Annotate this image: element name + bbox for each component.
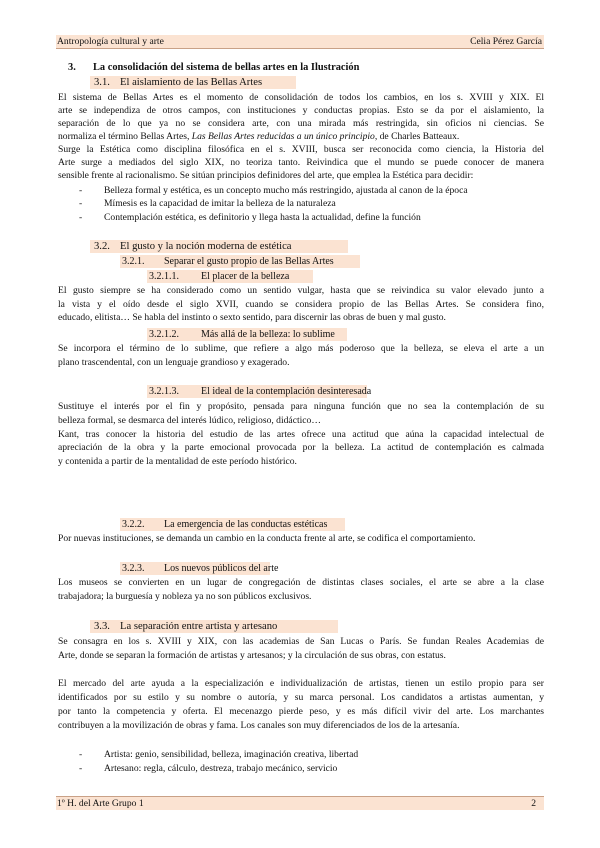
heading-title: Separar el gusto propio de las Bellas Artes — [164, 256, 334, 267]
header-course: Antropología cultural y arte — [57, 36, 164, 47]
paragraph-line: trabajadora; la burguesía y nobleza ya no son públicos exclusivos. — [58, 591, 312, 602]
section-3-3-heading — [90, 620, 338, 633]
heading-title: Los nuevos públicos del arte — [164, 563, 279, 574]
list-item: Mímesis es la capacidad de imitar la belleza de la naturaleza — [104, 198, 336, 209]
paragraph-line: El mercado del arte ayuda a la especialización e individualización de artistas, tienen un estilo propio para ser — [58, 678, 544, 689]
paragraph-line: Kant, tras conocer la historia del estudio de las artes ofrece una actitud que aúna la capacidad intelectual de — [58, 429, 544, 440]
paragraph-line: educado, elitista… Se habla del instinto o sexto sentido, para discernir las obras de buen y mal gusto. — [58, 312, 446, 323]
bullet-dash: - — [79, 198, 83, 209]
section-3-number: 3. — [68, 62, 76, 73]
heading-number: 3.2.2. — [122, 519, 145, 530]
heading-number: 3.2.1.2. — [149, 329, 179, 340]
paragraph-line: arte se independiza de otros campos, con instituciones y conductas propias. Esto se da por el aislamiento, la — [58, 105, 544, 116]
section-3-2-heading — [90, 240, 348, 253]
heading-number: 3.2.1.1. — [149, 271, 179, 282]
paragraph-line: separación de lo que ya no se considera arte, con una mirada más restringida, sin oficios ni ciencias. Se — [58, 118, 544, 129]
heading-number: 3.2.1.3. — [149, 386, 179, 397]
section-3-2-3-heading — [120, 562, 279, 575]
paragraph-line: Se consagra en los s. XVIII y XIX, con las academias de San Lucas o París. Se fundan Reales Academias de — [58, 636, 544, 647]
heading-title: Más allá de la belleza: lo sublime — [201, 329, 335, 340]
paragraph-line: El sistema de Bellas Artes es el momento de consolidación de todos los cambios, en los s. XVIII y XIX. El — [58, 92, 544, 103]
list-item: Contemplación estética, es definitorio y llega hasta la actualidad, define la función — [104, 212, 421, 223]
footer-group: 1º H. del Arte Grupo 1 — [57, 798, 144, 809]
paragraph-line: Los museos se convierten en un lugar de congregación de distintas clases sociales, el arte se abre a la clase — [58, 577, 544, 588]
paragraph-line: sensible frente al racionalismo. Se sitúan principios definidores del arte, que emplea la Estética para decidir: — [58, 170, 474, 181]
list-item: Artista: genio, sensibilidad, belleza, imaginación creativa, libertad — [104, 749, 359, 760]
page-header — [56, 35, 544, 49]
paragraph-line: apreciación de la obra y la parte emocional provocada por la belleza. La actitud de contemplación es calmada — [58, 442, 544, 453]
bullet-dash: - — [79, 763, 83, 774]
section-3-2-1-3-heading — [147, 385, 372, 398]
bullet-dash: - — [79, 212, 83, 223]
heading-title: El gusto y la noción moderna de estética — [120, 241, 292, 252]
heading-number: 3.3. — [94, 621, 110, 632]
section-3-2-1-1-heading — [147, 270, 313, 283]
section-3-1-heading — [90, 76, 296, 89]
section-3-2-1-2-heading — [147, 328, 347, 341]
heading-title: El ideal de la contemplación desinteresada — [201, 386, 372, 397]
section-3-title: La consolidación del sistema de bellas artes en la Ilustración — [93, 62, 360, 73]
heading-title: La emergencia de las conductas estéticas — [164, 519, 328, 530]
bullet-dash: - — [79, 749, 83, 760]
page-footer — [56, 796, 544, 810]
paragraph-line: normaliza el término Bellas Artes, Las Bellas Artes reducidas a un único principio, de Charles Batteaux. — [58, 131, 460, 142]
paragraph-line: Por nuevas instituciones, se demanda un cambio en la conducta frente al arte, se codifica el comportamiento. — [58, 533, 476, 544]
bullet-dash: - — [79, 185, 83, 196]
section-3-2-1-heading — [120, 255, 360, 268]
heading-title: El aislamiento de las Bellas Artes — [120, 77, 263, 88]
paragraph-line: plano trascendental, con un lenguaje grandioso y exagerado. — [58, 357, 290, 368]
paragraph-line: identificados por su estilo y su nombre o autoría, y su marca personal. Los candidatos a artistas aumentan, y — [58, 692, 544, 703]
paragraph-line: Arte, donde se separan la formación de artistas y artesanos; y la circulación de sus obras, con estatus. — [58, 650, 446, 661]
paragraph-line: por tanto la competencia y oferta. El mecenazgo pierde peso, y es más difícil vivir del arte. Los marchantes — [58, 706, 544, 717]
heading-title: El placer de la belleza — [201, 271, 290, 282]
paragraph-line: Se incorpora el término de lo sublime, que refiere a algo más poderoso que la belleza, se eleva el arte a un — [58, 343, 544, 354]
heading-number: 3.2. — [94, 241, 110, 252]
section-3-2-2-heading — [120, 518, 345, 531]
paragraph-line: Arte surge a mediados del siglo XIX, no teoriza tanto. Reivindica que el mundo se puede conocer de manera — [58, 157, 544, 168]
page-number: 2 — [531, 798, 536, 809]
paragraph-line: Surge la Estética como disciplina filosófica en el s. XVIII, busca ser reconocida como ciencia, la Historia del — [58, 144, 544, 155]
list-item: Artesano: regla, cálculo, destreza, trabajo mecánico, servicio — [104, 763, 338, 774]
heading-title: La separación entre artista y artesano — [120, 621, 278, 632]
paragraph-line: contribuyen a la movilización de obras y fama. Los canales son muy diferenciados de los de la artesanía. — [58, 720, 460, 731]
paragraph-line: belleza formal, se desmarca del interés lúdico, religioso, didáctico… — [58, 415, 321, 426]
heading-number: 3.2.1. — [122, 256, 145, 267]
heading-number: 3.1. — [94, 77, 110, 88]
header-author: Celia Pérez García — [470, 36, 542, 47]
heading-number: 3.2.3. — [122, 563, 145, 574]
list-item: Belleza formal y estética, es un concepto mucho más restringido, ajustada al canon de la época — [104, 185, 468, 196]
paragraph-line: la vista y el oído desde el siglo XVII, cuando se considera propio de las Bellas Artes. Se considera fino, — [58, 299, 544, 310]
paragraph-line: El gusto siempre se ha considerado como un sentido vulgar, hasta que se reivindica su valor elevado junto a — [58, 285, 544, 296]
paragraph-line: y contenida a partir de la mentalidad de este período histórico. — [58, 456, 297, 467]
paragraph-line: Sustituye el interés por el fin y propósito, pensada para ninguna función que no sea la contemplación de su — [58, 401, 544, 412]
book-title: Las Bellas Artes reducidas a un único principio — [191, 131, 375, 142]
